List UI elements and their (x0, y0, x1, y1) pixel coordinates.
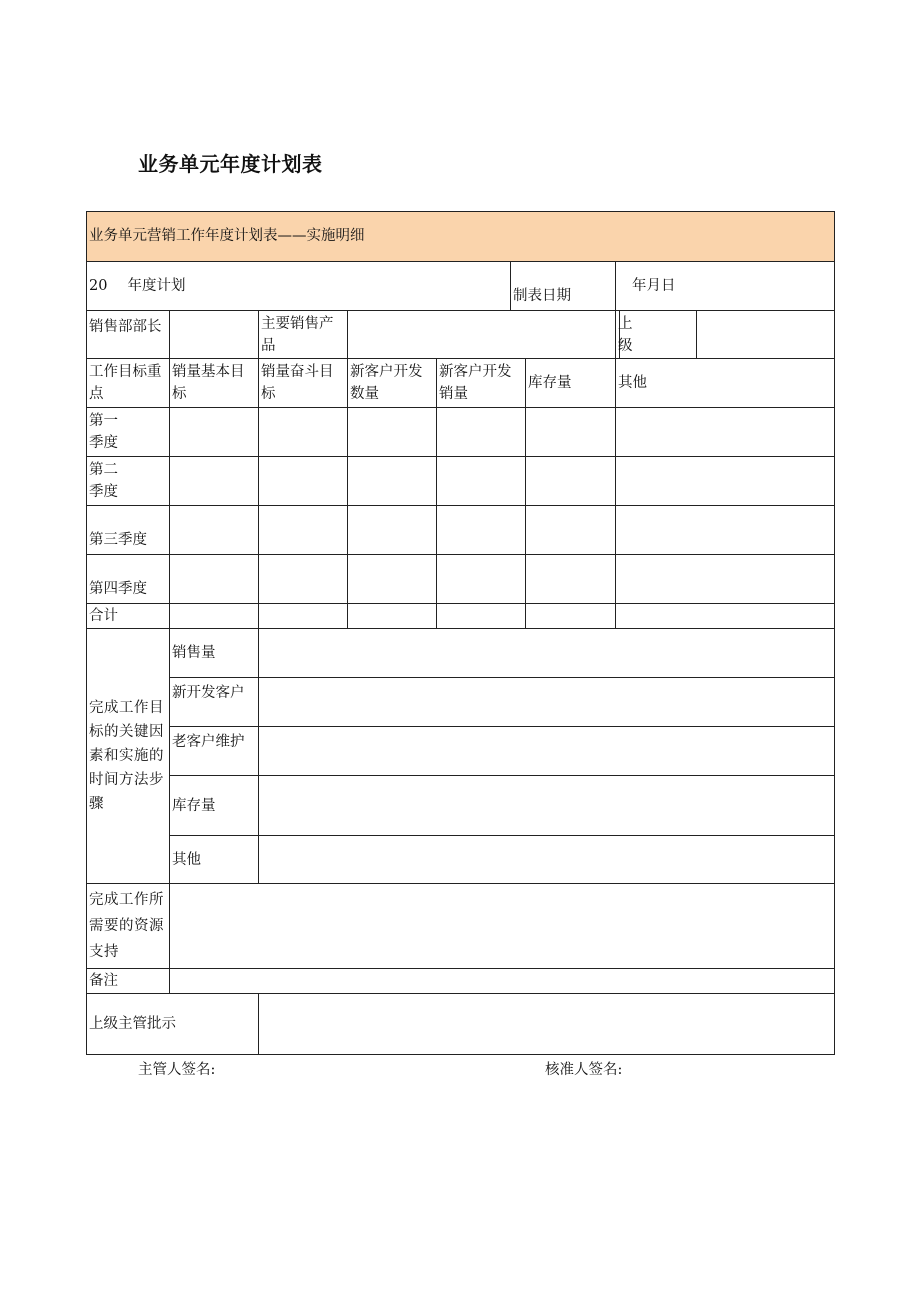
q3-other[interactable] (615, 505, 835, 555)
q2-new-sales[interactable] (436, 456, 526, 506)
manager-value[interactable] (169, 310, 259, 359)
q3-new-count[interactable] (347, 505, 437, 555)
q4-stretch[interactable] (258, 554, 348, 604)
key-factor-inventory: 库存量 (169, 775, 259, 836)
q3-stretch[interactable] (258, 505, 348, 555)
product-label: 主要销售产品 (258, 310, 348, 359)
col-header-new-customer-sales: 新客户开发销量 (436, 358, 526, 408)
plan-label: 年度计划 (127, 278, 186, 294)
quarter-label-q4: 第四季度 (86, 554, 170, 604)
quarter-label-q1: 第一季度 (86, 407, 170, 457)
table-header: 业务单元营销工作年度计划表——实施明细 (86, 211, 835, 262)
col-header-inventory: 库存量 (525, 358, 616, 408)
product-value[interactable] (347, 310, 616, 359)
approver-signature: 核准人签名: (545, 1062, 623, 1078)
total-other[interactable] (615, 603, 835, 629)
page-title: 业务单元年度计划表 (138, 152, 323, 176)
resources-value[interactable] (169, 883, 835, 969)
key-factor-inventory-value[interactable] (258, 775, 835, 836)
approval-label: 上级主管批示 (86, 993, 259, 1055)
q4-basic[interactable] (169, 554, 259, 604)
plan-table (86, 211, 835, 1055)
key-factor-other: 其他 (169, 835, 259, 884)
col-header-basic-target: 销量基本目标 (169, 358, 259, 408)
remarks-label: 备注 (86, 968, 170, 994)
q1-stretch[interactable] (258, 407, 348, 457)
date-value[interactable] (615, 261, 835, 311)
key-factor-sales: 销售量 (169, 628, 259, 678)
q2-basic[interactable] (169, 456, 259, 506)
key-factor-sales-value[interactable] (258, 628, 835, 678)
key-factors-label: 完成工作目标的关键因素和实施的时间方法步骤 (86, 628, 170, 884)
q1-inventory[interactable] (525, 407, 616, 457)
col-header-focus: 工作目标重点 (86, 358, 170, 408)
total-inventory[interactable] (525, 603, 616, 629)
remarks-value[interactable] (169, 968, 835, 994)
col-header-new-customer-count: 新客户开发数量 (347, 358, 437, 408)
q4-new-sales[interactable] (436, 554, 526, 604)
q2-inventory[interactable] (525, 456, 616, 506)
total-new-count[interactable] (347, 603, 437, 629)
approval-value[interactable] (258, 993, 835, 1055)
key-factor-new-customers: 新开发客户 (169, 677, 259, 727)
key-factor-old-customers-value[interactable] (258, 726, 835, 776)
q2-other[interactable] (615, 456, 835, 506)
manager-label: 销售部部长 (86, 310, 170, 359)
q1-other[interactable] (615, 407, 835, 457)
resources-label: 完成工作所需要的资源支持 (86, 883, 170, 969)
key-factor-other-value[interactable] (258, 835, 835, 884)
quarter-label-q2: 第二季度 (86, 456, 170, 506)
q1-basic[interactable] (169, 407, 259, 457)
q1-new-count[interactable] (347, 407, 437, 457)
q1-new-sales[interactable] (436, 407, 526, 457)
quarter-label-total: 合计 (86, 603, 170, 629)
quarter-label-q3: 第三季度 (86, 505, 170, 555)
key-factor-old-customers: 老客户维护 (169, 726, 259, 776)
supervisor-signature: 主管人签名: (138, 1062, 216, 1078)
q3-basic[interactable] (169, 505, 259, 555)
q3-inventory[interactable] (525, 505, 616, 555)
supervisor-label: 上级 (615, 310, 697, 359)
date-value-text: 年月日 (632, 278, 676, 294)
supervisor-value[interactable] (696, 310, 835, 359)
q4-other[interactable] (615, 554, 835, 604)
date-label: 制表日期 (510, 261, 616, 311)
col-header-other: 其他 (615, 358, 835, 408)
q2-new-count[interactable] (347, 456, 437, 506)
total-stretch[interactable] (258, 603, 348, 629)
total-new-sales[interactable] (436, 603, 526, 629)
col-header-stretch-target: 销量奋斗目标 (258, 358, 348, 408)
year-prefix: 20 (89, 278, 108, 294)
q2-stretch[interactable] (258, 456, 348, 506)
total-basic[interactable] (169, 603, 259, 629)
q3-new-sales[interactable] (436, 505, 526, 555)
q4-new-count[interactable] (347, 554, 437, 604)
key-factor-new-customers-value[interactable] (258, 677, 835, 727)
q4-inventory[interactable] (525, 554, 616, 604)
plan-year-cell (86, 261, 511, 311)
